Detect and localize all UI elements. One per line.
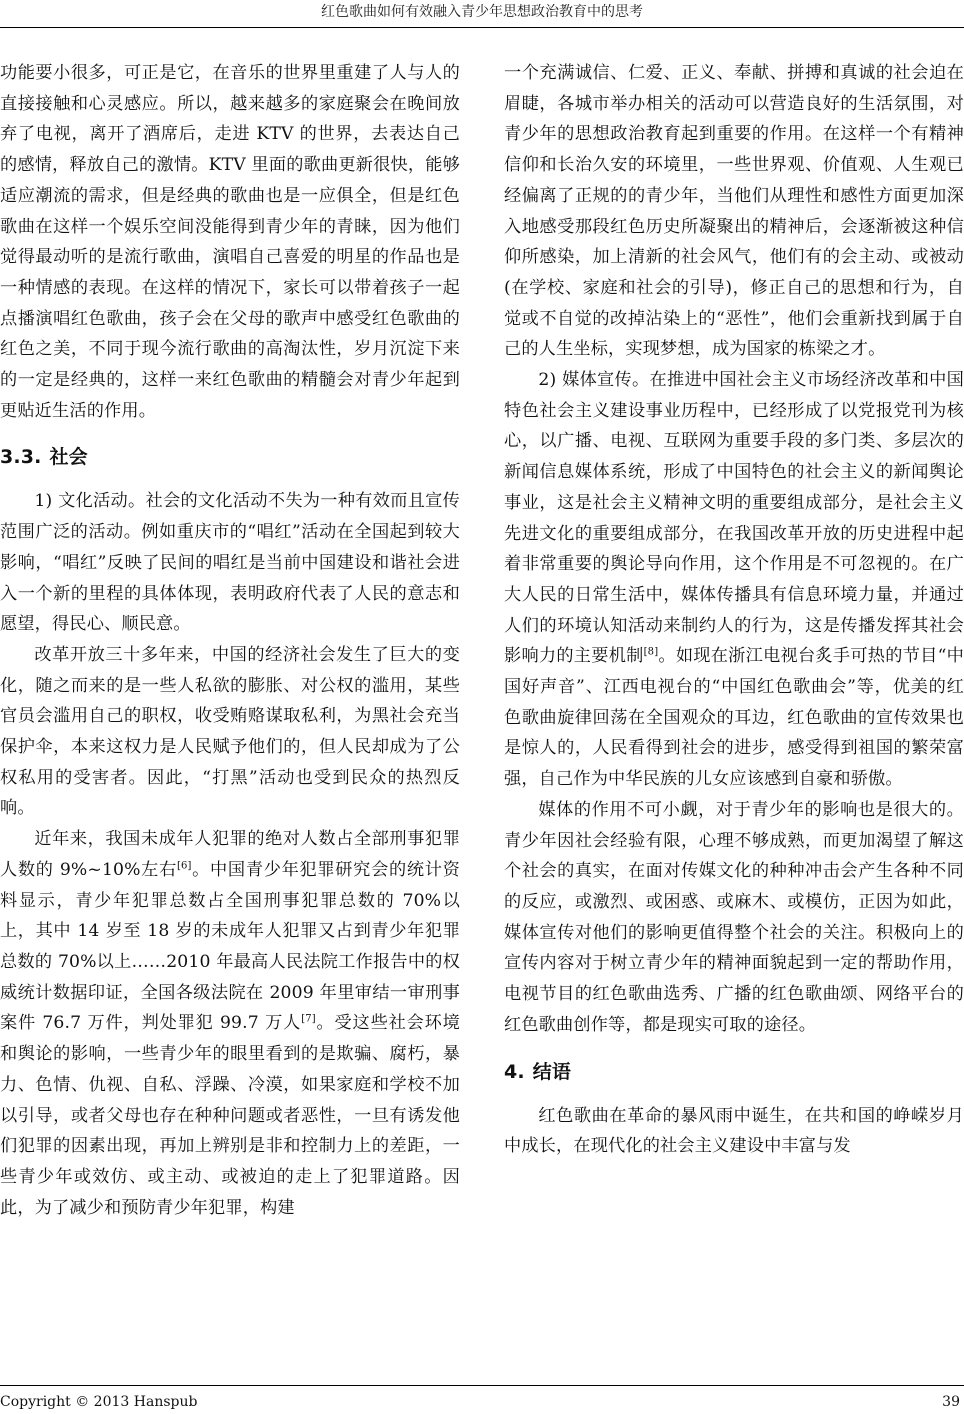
text-segment: 2) 媒体宣传。在推进中国社会主义市场经济改革和中国特色社会主义建设事业历程中，已经形成了以党报党刊为核心，以广播、电视、互联网为重要手段的多门类、多层次的新闻信息媒体系统，形成了中国特色的社会主义的新闻舆论事业，这是社会主义精神文明的重要组成部分，是社会主义先进文化的重要组成部分，在我国改革开放的历史进程中起着非常重要的舆论导向作用，这个作用是不可忽视的。在广大人民的日常生活中，媒体传播具有信息环境力量，并通过人们的环境认知活动来制约人的行为，这是传播发挥其社会影响力的主要机制 bbox=[504, 370, 964, 667]
paragraph-media-influence: 媒体的作用不可小觑，对于青少年的影响也是很大的。青少年因社会经验有限，心理不够成熟，而更加渴望了解这个社会的真实，在面对传媒文化的种种冲击会产生各种不同的反应，或激烈、或困惑、或麻木、或模仿，正因为如此，媒体宣传对他们的影响更值得整个社会的关注。积极向上的宣传内容对于树立青少年的精神面貌起到一定的帮助作用，电视节目的红色歌曲选秀、广播的红色歌曲颂、网络平台的红色歌曲创作等，都是现实可取的途径。 bbox=[504, 799, 964, 1035]
paragraph-continuation: 功能要小很多，可正是它，在音乐的世界里重建了人与人的直接接触和心灵感应。所以，越来越多的家庭聚会在晚间放弃了电视，离开了酒席后，走进 KTV 的世界，去表达自己的感情，释放自己的激情。KTV 里面的歌曲更新很快，能够适应潮流的需求，但是经典的歌曲也是一应俱全，但是红色歌曲在这样一个娱乐空间没能得到青少年的青睐，因为他们觉得最动听的是流行歌曲，演唱自己喜爱的明星的作品也是一种情感的表现。在这样的情况下，家长可以带着孩子一起点播演唱红色歌曲，孩子会在父母的歌声中感受红色歌曲的红色之美，不同于现今流行歌曲的高淘汰性，岁月沉淀下来的一定是经典的，这样一来红色歌曲的精髓会对青少年起到更贴近生活的作用。 bbox=[0, 63, 460, 421]
left-column bbox=[0, 58, 460, 1223]
section-heading-3-3 bbox=[0, 442, 460, 472]
footer-rule bbox=[0, 1385, 964, 1386]
paragraph-continuation: 一个充满诚信、仁爱、正义、奉献、拼搏和真诚的社会迫在眉睫，各城市举办相关的活动可以营造良好的生活氛围，对青少年的思想政治教育起到重要的作用。在这样一个有精神信仰和长治久安的环境里，一些世界观、价值观、人生观已经偏离了正规的的青少年，当他们从理性和感性方面更加深入地感受那段红色历史所凝聚出的精神后，会逐渐被这种信仰所感染，加上清新的社会风气，他们有的会主动、或被动(在学校、家庭和社会的引导)，修正自己的思想和行为，自觉或不自觉的改掉沾染上的“恶性”，他们会重新找到属于自己的人生坐标，实现梦想，成为国家的栋梁之才。 bbox=[504, 63, 964, 360]
paragraph-cultural-activities: 1) 文化活动。社会的文化活动不失为一种有效而且宣传范围广泛的活动。例如重庆市的“唱红”活动在全国起到较大影响，“唱红”反映了民间的唱红是当前中国建设和谐社会进入一个新的里程的具体体现，表明政府代表了人民的意志和愿望，得民心、顺民意。 bbox=[0, 491, 460, 635]
running-header: 红色歌曲如何有效融入青少年思想政治教育中的思考 bbox=[321, 4, 643, 20]
paragraph-conclusion: 红色歌曲在革命的暴风雨中诞生，在共和国的峥嵘岁月中成长，在现代化的社会主义建设中丰富与发 bbox=[504, 1105, 964, 1157]
text-segment: 近年来，我国未成年人犯罪的绝对人数占全部刑事犯罪人数的 9%~10%左右 bbox=[0, 829, 460, 880]
copyright-notice: Copyright © 2013 Hanspub bbox=[0, 1394, 198, 1410]
text-segment: 。中国青少年犯罪研究会的统计资料显示，青少年犯罪总数占全国刑事犯罪总数的 70%以上，其中 14 岁至 18 岁的未成年人犯罪又占到青少年犯罪总数的 70%以上……2010 年最高人民法院工作报告中的权威统计数据印证，全国各级法院在 2009 年里审结一审刑事案件 76.7 万件，判处罪犯 99.7 万人 bbox=[0, 859, 460, 1034]
citation-7: [7] bbox=[301, 1013, 316, 1025]
text-segment: 。如现在浙江电视台炙手可热的节目“中国好声音”、江西电视台的“中国红色歌曲会”等，优美的红色歌曲旋律回荡在全国观众的耳边，红色歌曲的宣传效果也是惊人的，人民看得到社会的进步，感受得到祖国的繁荣富强，自己作为中华民族的儿女应该感到自豪和骄傲。 bbox=[504, 646, 964, 790]
right-column bbox=[504, 58, 964, 1162]
paragraph-reform: 改革开放三十多年来，中国的经济社会发生了巨大的变化，随之而来的是一些人私欲的膨胀、对公权的滥用，某些官员会滥用自己的职权，收受贿赂谋取私利，为黑社会充当保护伞，本来这权力是人民赋予他们的，但人民却成为了公权私用的受害者。因此，“打黑”活动也受到民众的热烈反响。 bbox=[0, 644, 460, 819]
section-title: 结语 bbox=[532, 1060, 572, 1083]
citation-6: [6] bbox=[176, 860, 192, 872]
text-segment: 。受这些社会环境和舆论的影响，一些青少年的眼里看到的是欺骗、腐朽，暴力、色情、仇视、自私、浮躁、冷漠，如果家庭和学校不加以引导，或者父母也存在种种问题或者恶性，一旦有诱发他们犯罪的因素出现，再加上辨别是非和控制力上的差距，一些青少年或效仿、或主动、或被迫的走上了犯罪道路。因此，为了减少和预防青少年犯罪，构建 bbox=[0, 1013, 460, 1218]
section-number: 4. bbox=[504, 1060, 525, 1083]
citation-8: [8] bbox=[643, 646, 659, 658]
paragraph-media-promotion bbox=[504, 365, 964, 795]
section-number: 3.3. bbox=[0, 446, 42, 469]
header-rule bbox=[0, 27, 964, 28]
section-heading-4 bbox=[504, 1057, 964, 1087]
section-title: 社会 bbox=[49, 446, 88, 469]
paragraph-juvenile-crime bbox=[0, 824, 460, 1223]
page-number: 39 bbox=[942, 1394, 960, 1410]
